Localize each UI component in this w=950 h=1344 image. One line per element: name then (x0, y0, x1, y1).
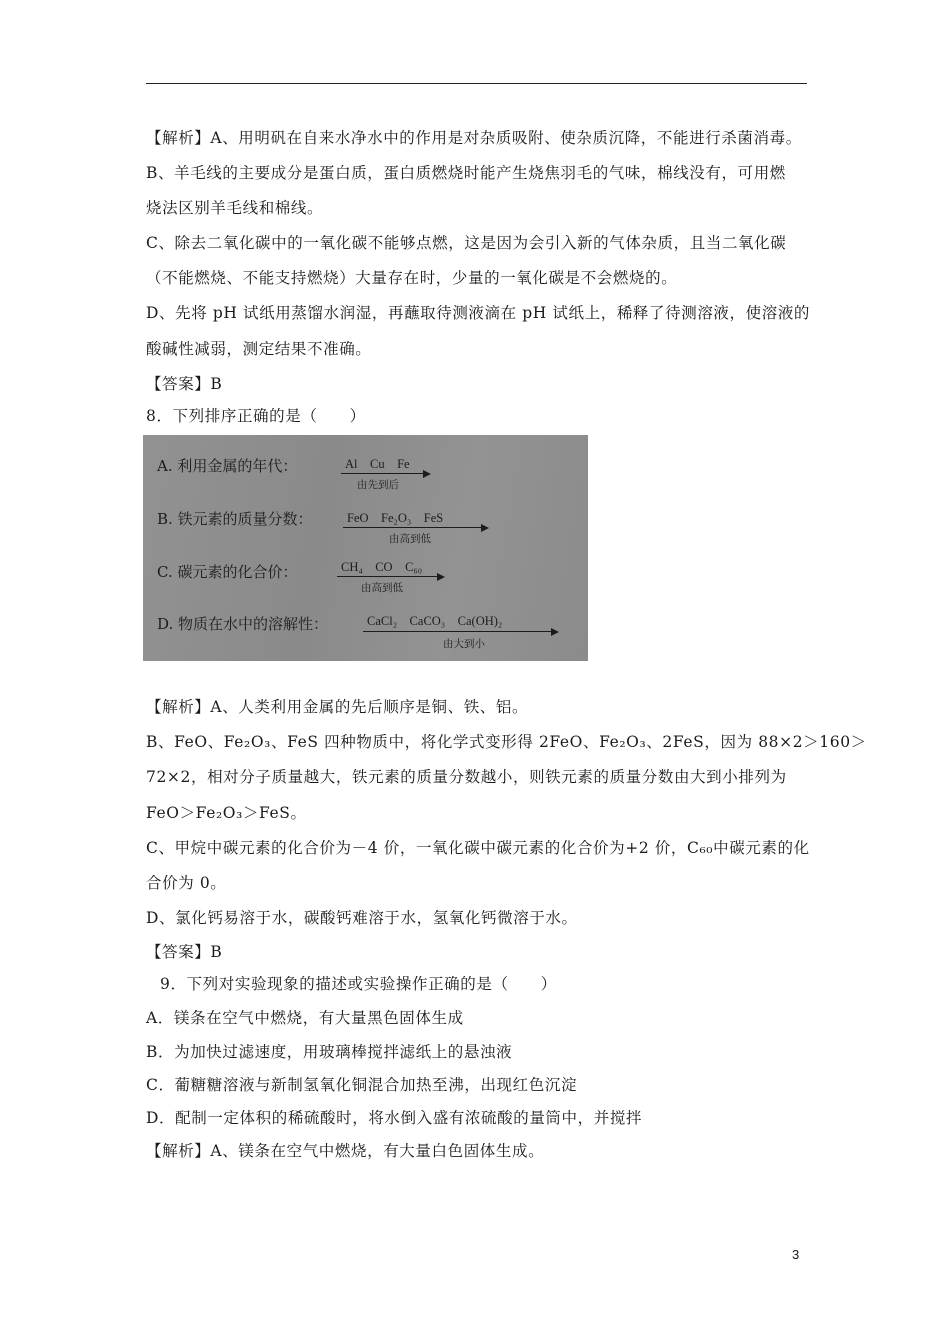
photo-option-b-label: B. 铁元素的质量分数： (157, 510, 313, 528)
q8-analysis-line-7: D、氯化钙易溶于水，碳酸钙难溶于水，氢氧化钙微溶于水。 (146, 909, 578, 927)
photo-option-a-formula: Al Cu Fe (345, 457, 410, 471)
q7-analysis-line-4: C、除去二氧化碳中的一氧化碳不能够点燃，这是因为会引入新的气体杂质，且当二氧化碳 (146, 234, 787, 252)
q7-analysis-line-1: 【解析】A、用明矾在自来水净水中的作用是对杂质吸附、使杂质沉降，不能进行杀菌消毒。 (146, 129, 802, 147)
q7-analysis-line-2: B、羊毛线的主要成分是蛋白质，蛋白质燃烧时能产生烧焦羽毛的气味，棉线没有，可用燃 (146, 164, 786, 182)
q7-answer: 【答案】B (146, 375, 223, 393)
photo-option-a-label: A. 利用金属的年代： (157, 457, 298, 475)
page-number: 3 (792, 1247, 800, 1262)
q8-analysis-line-1: 【解析】A、人类利用金属的先后顺序是铜、铁、铝。 (146, 698, 529, 716)
photo-option-d-under: 由大到小 (443, 638, 485, 650)
photo-option-b (157, 508, 313, 529)
photo-option-a-under: 由先到后 (357, 479, 399, 491)
q7-analysis-line-3: 烧法区别羊毛线和棉线。 (146, 199, 324, 217)
q8-analysis-line-2: B、FeO、Fe₂O₃、FeS 四种物质中，将化学式变形得 2FeO、Fe₂O₃、2FeS，因为 88×2＞160＞ (146, 733, 867, 751)
q9-option-b: B．为加快过滤速度，用玻璃棒搅拌滤纸上的悬浊液 (146, 1043, 513, 1061)
photo-option-b-under: 由高到低 (389, 533, 431, 545)
photo-option-d (157, 613, 328, 634)
photo-option-c (157, 561, 297, 582)
q9-option-d: D．配制一定体积的稀硫酸时，将水倒入盛有浓硫酸的量筒中，并搅拌 (146, 1109, 643, 1127)
q9-analysis-line-1: 【解析】A、镁条在空气中燃烧，有大量白色固体生成。 (146, 1142, 545, 1160)
q7-analysis-line-6: D、先将 pH 试纸用蒸馏水润湿，再蘸取待测液滴在 pH 试纸上，稀释了待测溶液，使溶液的 (146, 304, 811, 322)
photo-option-a (157, 455, 297, 476)
q9-option-a: A．镁条在空气中燃烧，有大量黑色固体生成 (146, 1009, 464, 1027)
q8-analysis-line-3: 72×2，相对分子质量越大，铁元素的质量分数越小，则铁元素的质量分数由大到小排列为 (146, 768, 787, 786)
photo-option-c-under: 由高到低 (361, 582, 403, 594)
photo-option-c-arrow (337, 576, 443, 577)
q9-stem: 9．下列对实验现象的描述或实验操作正确的是（ ） (160, 975, 557, 993)
photo-option-b-arrow (343, 527, 487, 528)
photo-option-b-formula: FeO Fe₂O₃ FeS (347, 511, 444, 525)
q7-analysis-line-5: （不能燃烧、不能支持燃烧）大量存在时，少量的一氧化碳是不会燃烧的。 (146, 269, 678, 287)
photo-option-d-label: D. 物质在水中的溶解性： (157, 615, 329, 633)
q8-analysis-line-6: 合价为 0。 (146, 874, 227, 892)
q8-options-photo (143, 435, 588, 661)
q8-analysis-line-5: C、甲烷中碳元素的化合价为－4 价，一氧化碳中碳元素的化合价为+2 价，C₆₀中碳元素的化 (146, 839, 810, 857)
q8-analysis-line-4: FeO＞Fe₂O₃＞FeS。 (146, 804, 307, 822)
q8-answer: 【答案】B (146, 943, 223, 961)
photo-option-d-formula: CaCl₂ CaCO₃ Ca(OH)₂ (367, 614, 503, 628)
header-rule (146, 83, 807, 84)
q7-analysis-line-7: 酸碱性减弱，测定结果不准确。 (146, 340, 372, 358)
photo-option-d-arrow (363, 631, 557, 632)
q8-stem: 8．下列排序正确的是（ ） (146, 407, 366, 425)
q9-option-c: C．葡糖糖溶液与新制氢氧化铜混合加热至沸，出现红色沉淀 (146, 1076, 578, 1094)
photo-option-a-arrow (341, 473, 429, 474)
photo-option-c-formula: CH₄ CO C₆₀ (341, 560, 423, 574)
photo-option-c-label: C. 碳元素的化合价： (157, 563, 298, 581)
